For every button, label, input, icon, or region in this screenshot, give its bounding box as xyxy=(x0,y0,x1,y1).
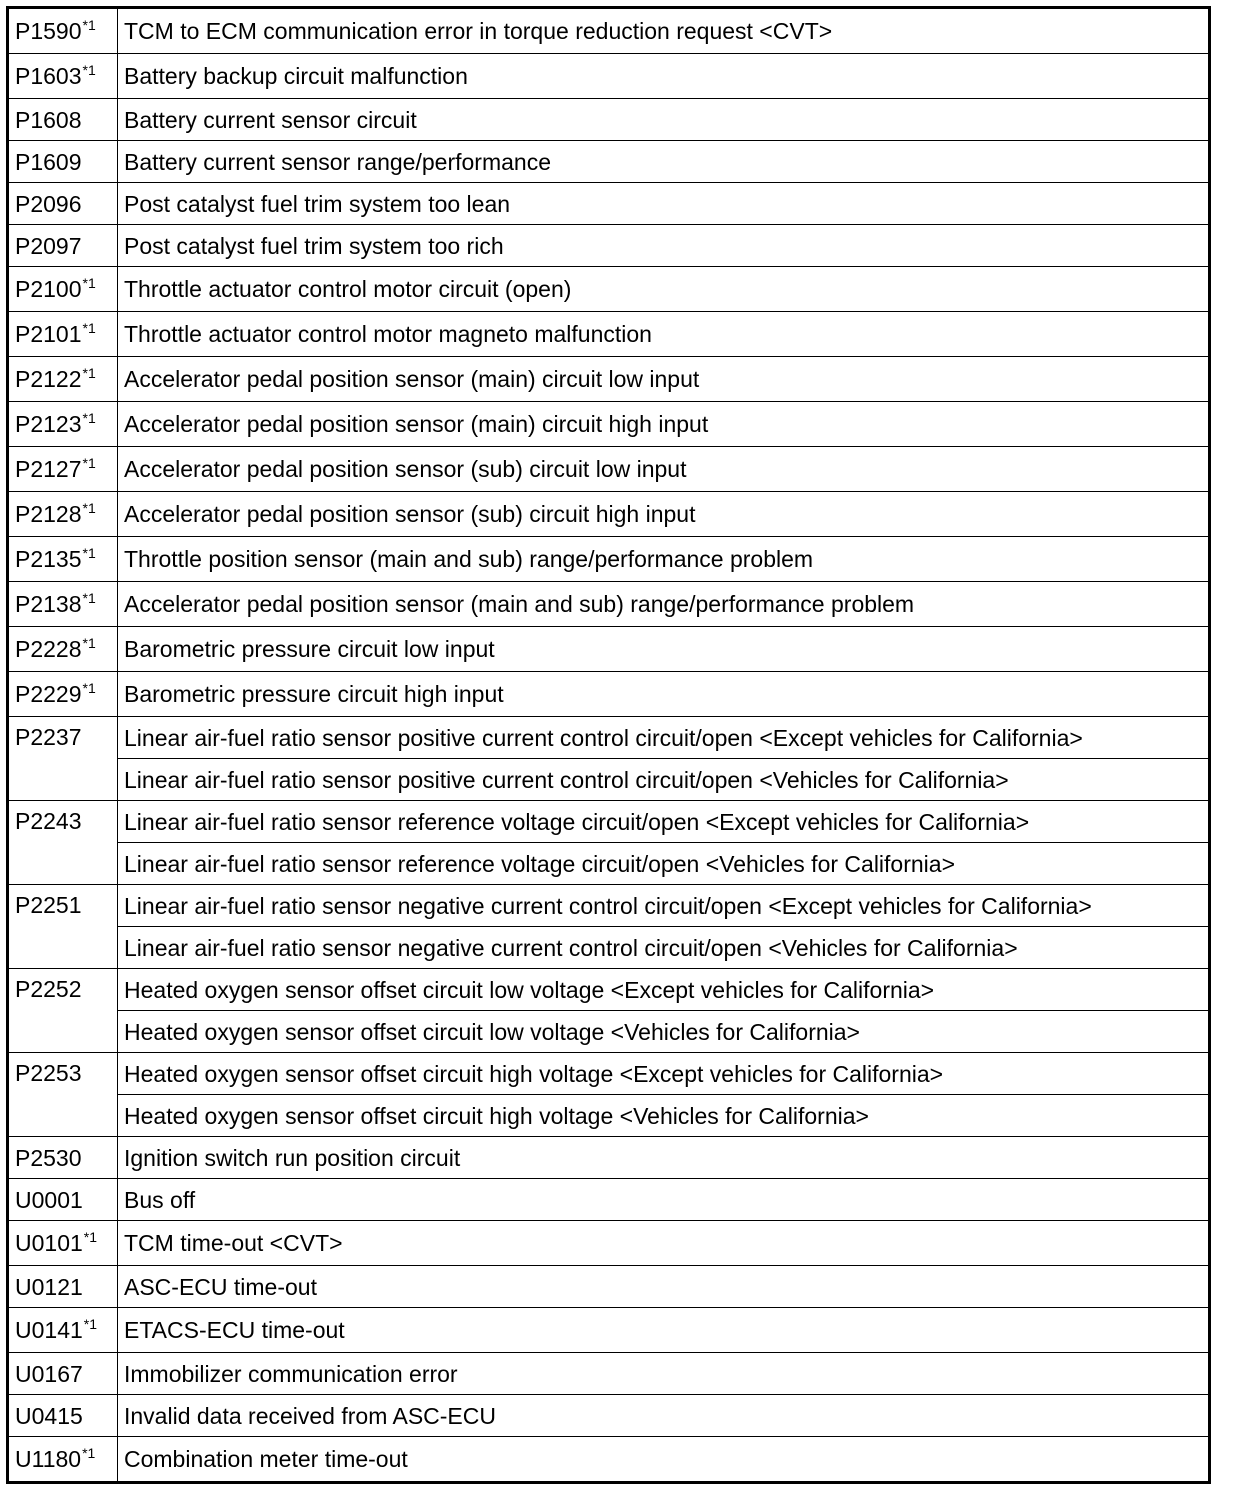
dtc-description: Barometric pressure circuit low input xyxy=(118,627,1210,672)
dtc-code-cell xyxy=(8,447,118,492)
table-row xyxy=(8,99,1210,141)
dtc-code: P2123 xyxy=(15,411,82,437)
dtc-description: Barometric pressure circuit high input xyxy=(118,672,1210,717)
dtc-code-cell xyxy=(8,1437,118,1483)
table-row xyxy=(8,969,1210,1011)
dtc-code-cell xyxy=(8,1137,118,1179)
dtc-description: Linear air-fuel ratio sensor reference voltage circuit/open <Except vehicles for California> xyxy=(118,801,1210,843)
dtc-code-cell xyxy=(8,8,118,54)
table-row xyxy=(8,1053,1210,1095)
dtc-code: P2128 xyxy=(15,501,82,527)
dtc-description: Throttle actuator control motor circuit (open) xyxy=(118,267,1210,312)
dtc-code: P1608 xyxy=(15,106,82,133)
dtc-description: Linear air-fuel ratio sensor positive current control circuit/open <Vehicles for California> xyxy=(118,759,1210,801)
dtc-code: P2138 xyxy=(15,591,82,617)
table-row xyxy=(8,885,1210,927)
dtc-description: Accelerator pedal position sensor (main and sub) range/performance problem xyxy=(118,582,1210,627)
table-row xyxy=(8,54,1210,99)
dtc-code: P2127 xyxy=(15,456,82,482)
dtc-description: Linear air-fuel ratio sensor reference voltage circuit/open <Vehicles for California> xyxy=(118,843,1210,885)
dtc-description: TCM to ECM communication error in torque reduction request <CVT> xyxy=(118,8,1210,54)
footnote-mark: *1 xyxy=(82,62,96,78)
dtc-code-cell xyxy=(8,141,118,183)
dtc-description: Battery current sensor circuit xyxy=(118,99,1210,141)
dtc-code-cell xyxy=(8,357,118,402)
dtc-code: P2251 xyxy=(15,892,82,918)
dtc-description: Accelerator pedal position sensor (main) circuit high input xyxy=(118,402,1210,447)
dtc-code: P2252 xyxy=(15,976,82,1002)
dtc-description: Accelerator pedal position sensor (sub) circuit high input xyxy=(118,492,1210,537)
dtc-description: Immobilizer communication error xyxy=(118,1353,1210,1395)
dtc-description: Throttle position sensor (main and sub) range/performance problem xyxy=(118,537,1210,582)
dtc-description: Accelerator pedal position sensor (main) circuit low input xyxy=(118,357,1210,402)
dtc-description: Post catalyst fuel trim system too rich xyxy=(118,225,1210,267)
dtc-description: Heated oxygen sensor offset circuit low voltage <Vehicles for California> xyxy=(118,1011,1210,1053)
dtc-code: P2101 xyxy=(15,321,82,347)
dtc-code: P1603 xyxy=(15,63,82,89)
dtc-code-cell xyxy=(8,801,118,885)
dtc-code: P2229 xyxy=(15,681,82,707)
footnote-mark: *1 xyxy=(82,17,96,33)
dtc-code: U1180 xyxy=(15,1446,82,1472)
table-row xyxy=(8,1011,1210,1053)
footnote-mark: *1 xyxy=(82,410,96,426)
table-row xyxy=(8,8,1210,54)
dtc-code: P2135 xyxy=(15,546,82,572)
dtc-code-cell xyxy=(8,672,118,717)
table-row xyxy=(8,627,1210,672)
dtc-code-cell xyxy=(8,582,118,627)
footnote-mark: *1 xyxy=(83,1316,98,1332)
footnote-mark: *1 xyxy=(82,680,96,696)
footnote-mark: *1 xyxy=(82,500,96,516)
table-row xyxy=(8,1221,1210,1266)
dtc-code: P1609 xyxy=(15,148,82,175)
table-row xyxy=(8,759,1210,801)
dtc-code: U0001 xyxy=(15,1186,83,1213)
table-row xyxy=(8,1095,1210,1137)
footnote-mark: *1 xyxy=(82,275,96,291)
dtc-description: Heated oxygen sensor offset circuit low voltage <Except vehicles for California> xyxy=(118,969,1210,1011)
dtc-code-cell xyxy=(8,1308,118,1353)
dtc-code: P2100 xyxy=(15,276,82,302)
dtc-code-cell xyxy=(8,1221,118,1266)
dtc-description: Post catalyst fuel trim system too lean xyxy=(118,183,1210,225)
dtc-code-cell xyxy=(8,1266,118,1308)
dtc-description: ASC-ECU time-out xyxy=(118,1266,1210,1308)
dtc-code-cell xyxy=(8,1395,118,1437)
footnote-mark: *1 xyxy=(82,635,96,651)
dtc-code-cell xyxy=(8,1179,118,1221)
dtc-code: P2097 xyxy=(15,232,82,259)
table-row xyxy=(8,1137,1210,1179)
dtc-code-cell xyxy=(8,1053,118,1137)
table-row xyxy=(8,1437,1210,1483)
dtc-code: P2237 xyxy=(15,724,82,750)
footnote-mark: *1 xyxy=(82,455,96,471)
dtc-description: Linear air-fuel ratio sensor negative current control circuit/open <Vehicles for California> xyxy=(118,927,1210,969)
dtc-code: P2122 xyxy=(15,366,82,392)
table-row xyxy=(8,492,1210,537)
table-row xyxy=(8,141,1210,183)
footnote-mark: *1 xyxy=(82,365,96,381)
table-row xyxy=(8,843,1210,885)
dtc-code: U0121 xyxy=(15,1273,83,1300)
table-row xyxy=(8,402,1210,447)
dtc-description: Bus off xyxy=(118,1179,1210,1221)
dtc-code-cell xyxy=(8,537,118,582)
dtc-description: Ignition switch run position circuit xyxy=(118,1137,1210,1179)
dtc-description: Battery current sensor range/performance xyxy=(118,141,1210,183)
dtc-description: Heated oxygen sensor offset circuit high voltage <Vehicles for California> xyxy=(118,1095,1210,1137)
table-row xyxy=(8,1308,1210,1353)
dtc-description: Heated oxygen sensor offset circuit high voltage <Except vehicles for California> xyxy=(118,1053,1210,1095)
dtc-description: Throttle actuator control motor magneto malfunction xyxy=(118,312,1210,357)
dtc-table xyxy=(6,6,1211,1484)
dtc-code: U0141 xyxy=(15,1317,83,1343)
dtc-code-cell xyxy=(8,885,118,969)
footnote-mark: *1 xyxy=(82,590,96,606)
footnote-mark: *1 xyxy=(83,1229,98,1245)
dtc-code: P2253 xyxy=(15,1060,82,1086)
table-row xyxy=(8,447,1210,492)
dtc-description: Invalid data received from ASC-ECU xyxy=(118,1395,1210,1437)
dtc-code: P1590 xyxy=(15,18,82,44)
dtc-code: P2096 xyxy=(15,190,82,217)
table-row xyxy=(8,537,1210,582)
table-row xyxy=(8,801,1210,843)
dtc-description: Battery backup circuit malfunction xyxy=(118,54,1210,99)
dtc-description: Combination meter time-out xyxy=(118,1437,1210,1483)
dtc-code: U0415 xyxy=(15,1402,83,1429)
table-row xyxy=(8,183,1210,225)
footnote-mark: *1 xyxy=(82,545,96,561)
table-row xyxy=(8,225,1210,267)
footnote-mark: *1 xyxy=(82,1445,96,1461)
dtc-code-cell xyxy=(8,1353,118,1395)
table-row xyxy=(8,1353,1210,1395)
table-row xyxy=(8,717,1210,759)
dtc-code: U0167 xyxy=(15,1360,83,1387)
dtc-description: Accelerator pedal position sensor (sub) circuit low input xyxy=(118,447,1210,492)
dtc-code-cell xyxy=(8,225,118,267)
footnote-mark: *1 xyxy=(82,320,96,336)
dtc-table-body xyxy=(8,8,1210,1483)
dtc-code: P2243 xyxy=(15,808,82,834)
dtc-code-cell xyxy=(8,627,118,672)
dtc-code: P2530 xyxy=(15,1144,82,1171)
dtc-code-cell xyxy=(8,267,118,312)
dtc-code-cell xyxy=(8,54,118,99)
table-row xyxy=(8,312,1210,357)
dtc-code: U0101 xyxy=(15,1230,83,1256)
dtc-code-cell xyxy=(8,717,118,801)
dtc-description: TCM time-out <CVT> xyxy=(118,1221,1210,1266)
table-row xyxy=(8,927,1210,969)
table-row xyxy=(8,582,1210,627)
table-row xyxy=(8,1179,1210,1221)
table-row xyxy=(8,672,1210,717)
dtc-code-cell xyxy=(8,402,118,447)
dtc-code-cell xyxy=(8,969,118,1053)
dtc-code-cell xyxy=(8,312,118,357)
table-row xyxy=(8,1266,1210,1308)
dtc-description: Linear air-fuel ratio sensor negative current control circuit/open <Except vehicles for California> xyxy=(118,885,1210,927)
table-row xyxy=(8,1395,1210,1437)
dtc-code-cell xyxy=(8,99,118,141)
dtc-code-cell xyxy=(8,492,118,537)
dtc-description: ETACS-ECU time-out xyxy=(118,1308,1210,1353)
dtc-code-cell xyxy=(8,183,118,225)
table-row xyxy=(8,357,1210,402)
table-row xyxy=(8,267,1210,312)
dtc-description: Linear air-fuel ratio sensor positive current control circuit/open <Except vehicles for California> xyxy=(118,717,1210,759)
dtc-code: P2228 xyxy=(15,636,82,662)
